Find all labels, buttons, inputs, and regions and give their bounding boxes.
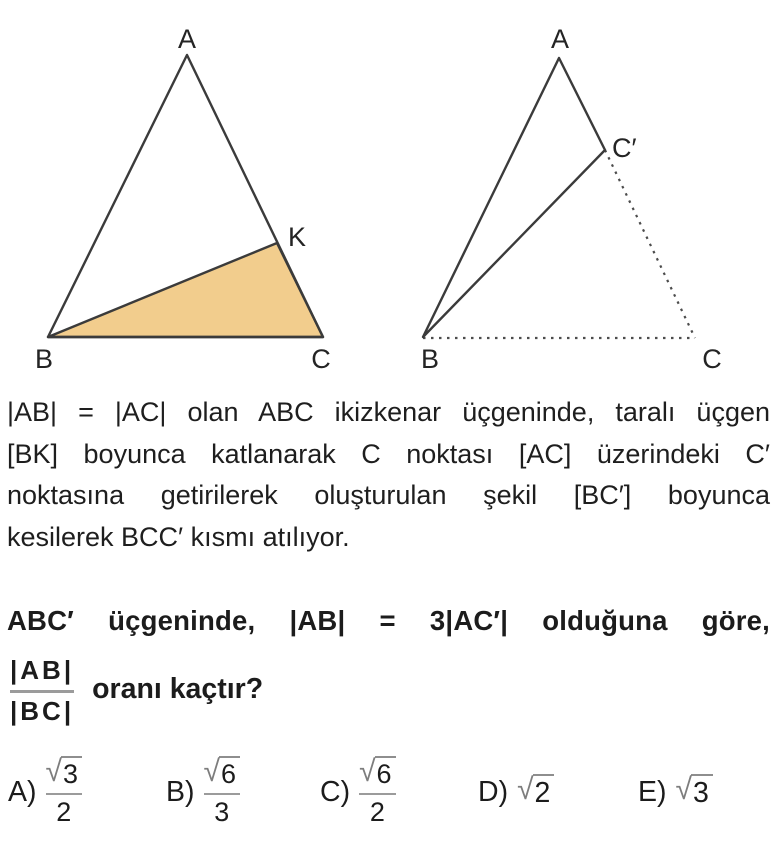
question-bold-line: ABC′ üçgeninde, |AB| = 3|AC′| olduğuna göre, (7, 605, 770, 636)
ratio-fraction (10, 656, 74, 727)
statement-line: [BK] boyunca katlanarak C noktası [AC] üzerindeki C′ (7, 438, 770, 469)
problem-statement (7, 392, 770, 558)
denominator: 3 (214, 797, 230, 828)
statement-line: |AB| = |AC| olan ABC ikizkenar üçgeninde, taralı üçgen (7, 397, 770, 427)
vertex-label-c: C (311, 344, 331, 374)
ratio-numerator: |AB| (10, 654, 75, 685)
option-a-label: A) (8, 775, 37, 808)
sqrt-expression (204, 756, 241, 790)
option-a-value (46, 756, 83, 829)
radical-sign-icon: √ (517, 773, 534, 807)
geometry-diagrams (0, 0, 778, 382)
radical-sign-icon: √ (45, 754, 62, 788)
triangle-abcprime-outline (423, 58, 605, 337)
fraction-bar (10, 690, 74, 693)
option-e (638, 744, 713, 840)
figure-folded-triangle-abc-prime (421, 24, 722, 374)
vertex-label-c-prime: C′ (612, 133, 637, 163)
radical-sign-icon: √ (203, 754, 220, 788)
radical-sign-icon: √ (675, 773, 692, 807)
option-a (8, 744, 82, 840)
radical-sign-icon: √ (359, 754, 376, 788)
shaded-triangle-bkc (48, 243, 323, 337)
sqrt-expression (46, 756, 83, 790)
option-d (478, 744, 554, 840)
ratio-denominator: |BC| (10, 695, 75, 726)
radicand: 3 (691, 774, 713, 810)
radicand: 6 (375, 756, 396, 790)
option-c-label: C) (320, 775, 351, 808)
dotted-edge-cprime-c (605, 150, 695, 338)
figure-triangle-abc (35, 24, 331, 374)
option-d-label: D) (478, 775, 509, 808)
fraction-bar (359, 793, 396, 796)
option-e-value (676, 774, 713, 810)
statement-line: kesilerek BCC′ kısmı atılıyor. (7, 521, 350, 552)
sqrt-expression (359, 756, 396, 790)
option-c (320, 744, 396, 840)
point-label-k: K (288, 222, 307, 252)
vertex-label-c: C (702, 344, 722, 374)
statement-line: noktasına getirilerek oluşturulan şekil [BC′] boyunca (7, 480, 770, 510)
fraction-bar (46, 793, 83, 796)
ratio-question (10, 648, 263, 734)
denominator: 2 (56, 797, 72, 828)
option-b (166, 744, 240, 840)
radicand: 2 (533, 774, 555, 810)
option-b-label: B) (166, 775, 195, 808)
option-e-label: E) (638, 775, 667, 808)
radicand: 6 (219, 756, 240, 790)
ratio-question-text: oranı kaçtır? (92, 672, 264, 705)
vertex-label-b: B (34, 344, 54, 374)
option-c-value (359, 756, 396, 829)
fraction-bar (204, 793, 241, 796)
vertex-label-a: A (550, 24, 570, 54)
denominator: 2 (369, 797, 385, 828)
radicand: 3 (61, 756, 82, 790)
option-d-value (517, 774, 554, 810)
vertex-label-a: A (177, 24, 197, 54)
answer-options (0, 744, 778, 844)
vertex-label-b: B (420, 344, 440, 374)
option-b-value (204, 756, 241, 829)
